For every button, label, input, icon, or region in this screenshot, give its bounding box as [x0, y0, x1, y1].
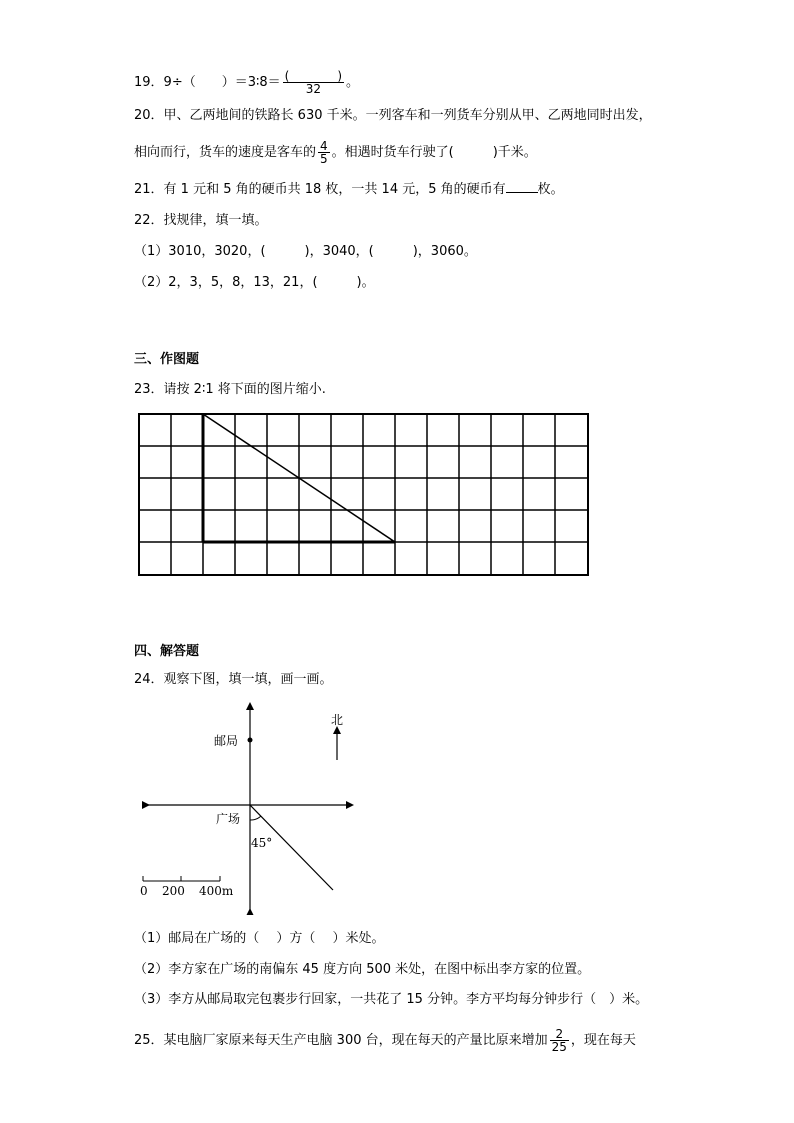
post-office-dot: [248, 738, 253, 743]
q20-text-b: 。相遇时货车行驶了( )千米。: [331, 145, 537, 160]
q19-prefix: 19．9÷（ ）＝3∶8＝: [134, 75, 281, 90]
q19-fraction: [283, 70, 344, 95]
question-25: [134, 1028, 636, 1053]
q25-text-a: 25．某电脑厂家原来每天生产电脑 300 台，现在每天的产量比原来增加: [134, 1033, 548, 1048]
question-20-line2: [134, 140, 537, 165]
question-24-part1: （1）邮局在广场的（ ）方（ ）米处。: [134, 931, 385, 946]
q24-map: [130, 700, 370, 915]
q21-text-a: 21．有 1 元和 5 角的硬币共 18 枚，一共 14 元，5 角的硬币有: [134, 182, 506, 197]
question-22-part1: （1）3010，3020，( )，3040，( )，3060。: [134, 244, 477, 259]
scale-0: 0: [140, 884, 148, 898]
post-office-label: 邮局: [214, 734, 239, 748]
question-23: 23．请按 2∶1 将下面的图片缩小.: [134, 382, 326, 397]
angle-label: 45°: [251, 836, 273, 850]
section-4-title: 四、解答题: [134, 644, 200, 659]
q19-suffix: 。: [346, 75, 360, 90]
scale-200: 200: [162, 884, 185, 898]
question-22-part2: （2）2，3，5，8，13，21，( )。: [134, 275, 375, 290]
scale-400: 400m: [199, 884, 234, 898]
question-24-part2: （2）李方家在广场的南偏东 45 度方向 500 米处，在图中标出李方家的位置。: [134, 962, 591, 977]
question-24-title: 24．观察下图，填一填，画一画。: [134, 672, 333, 687]
square-label: 广场: [216, 812, 241, 826]
q23-grid: [138, 413, 590, 578]
question-19: [134, 70, 359, 95]
q25-frac-num: 2: [550, 1028, 569, 1041]
question-20-line1: 20．甲、乙两地间的铁路长 630 千米。一列客车和一列货车分别从甲、乙两地同时出发，: [134, 108, 652, 123]
question-21: [134, 180, 564, 200]
angle-arc: [250, 816, 261, 820]
scale-bar: [143, 876, 220, 881]
grid-lines: [139, 414, 588, 575]
q19-frac-den: 32: [305, 82, 321, 96]
question-22-title: 22．找规律，填一填。: [134, 213, 268, 228]
question-24-part3: （3）李方从邮局取完包裹步行回家，一共花了 15 分钟。李方平均每分钟步行（ ）米。: [134, 992, 649, 1007]
q20-frac-num: 4: [320, 139, 328, 153]
q25-fraction: [550, 1028, 569, 1053]
q20-frac-den: 5: [320, 152, 328, 166]
q20-text-a: 相向而行，货车的速度是客车的: [134, 145, 317, 160]
north-label: 北: [331, 713, 344, 727]
q21-blank[interactable]: [506, 180, 538, 193]
section-3-title: 三、作图题: [134, 352, 200, 367]
q25-frac-den: 25: [551, 1040, 567, 1054]
q20-fraction: [318, 140, 330, 165]
q19-frac-num: ( ): [284, 69, 343, 83]
q21-text-b: 枚。: [537, 182, 564, 197]
q25-text-b: ，现在每天: [570, 1033, 636, 1048]
